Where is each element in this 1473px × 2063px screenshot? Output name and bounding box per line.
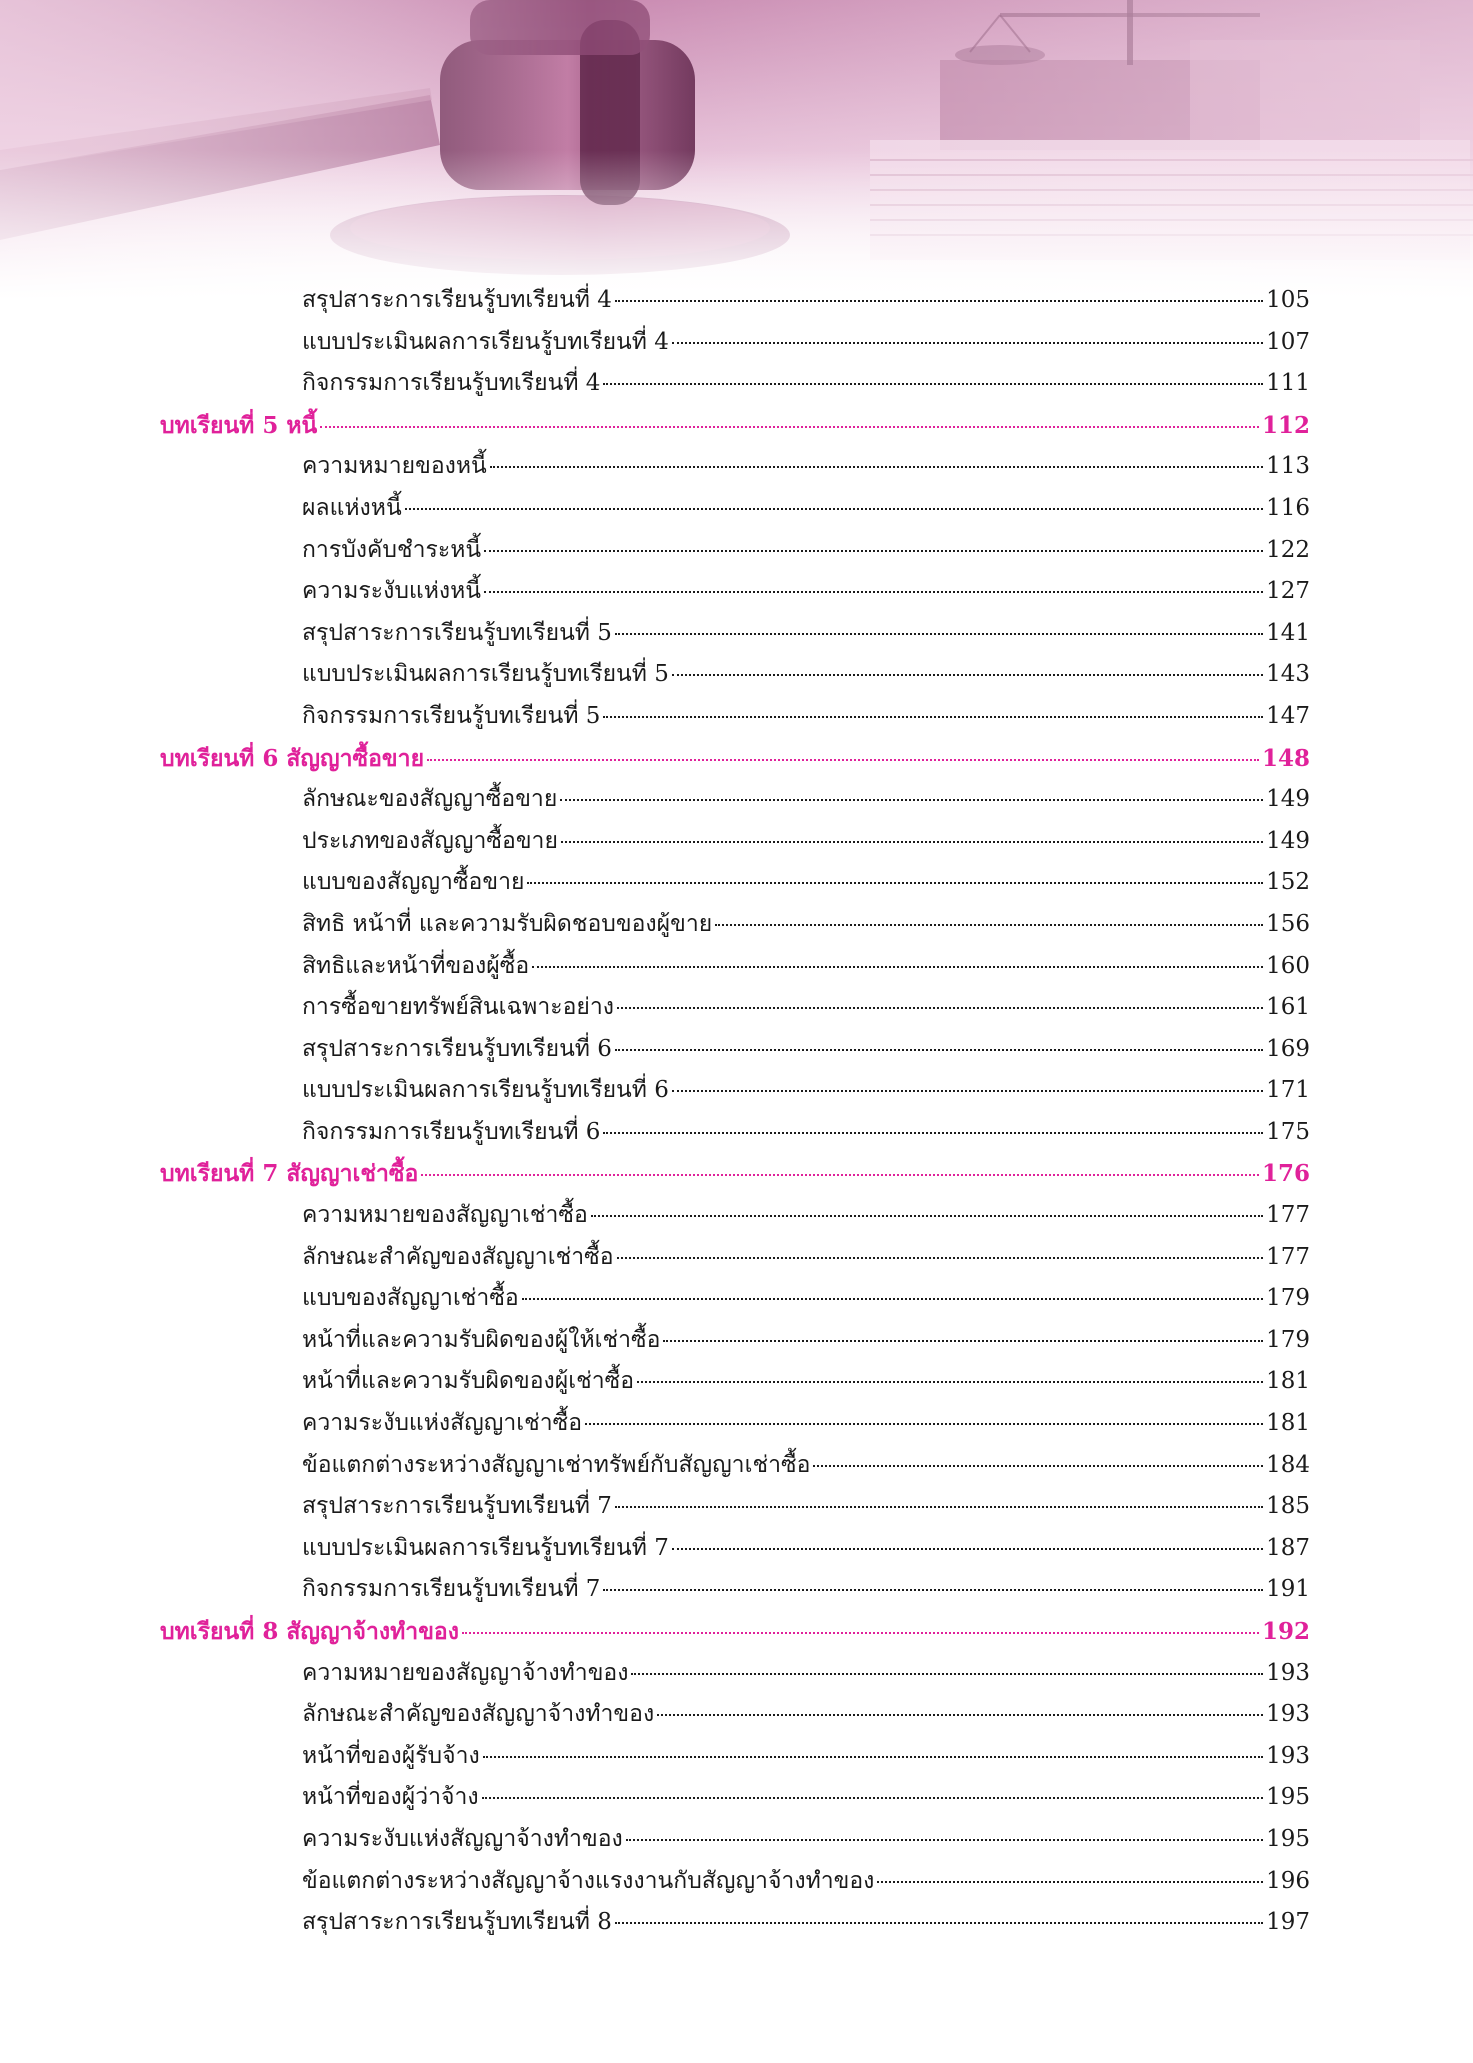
dot-leader [561, 841, 1263, 843]
toc-page-number: 112 [1261, 411, 1310, 439]
toc-entry-row [160, 1278, 1310, 1320]
dot-leader [484, 550, 1263, 552]
dot-leader [672, 342, 1263, 344]
toc-entry-row [160, 1777, 1310, 1819]
toc-entry-title: หน้าที่ของผู้ว่าจ้าง [302, 1784, 479, 1811]
dot-leader [421, 1174, 1259, 1176]
toc-entry-row [160, 654, 1310, 696]
toc-page-number: 195 [1266, 1825, 1310, 1852]
toc-page-number: 161 [1266, 994, 1310, 1021]
toc-page-number: 187 [1266, 1534, 1310, 1561]
dot-leader [527, 882, 1263, 884]
dot-leader [637, 1381, 1263, 1383]
toc-entry-row [160, 1569, 1310, 1611]
toc-page-number: 148 [1261, 744, 1310, 772]
toc-page-number: 193 [1266, 1701, 1310, 1728]
toc-chapter-title: บทเรียนที่ 5 หนี้ [160, 411, 318, 439]
toc-entry-title: สรุปสาระการเรียนรู้บทเรียนที่ 8 [302, 1909, 612, 1936]
dot-leader [320, 426, 1259, 428]
toc-entry-row [160, 1320, 1310, 1362]
toc-page-number: 185 [1266, 1493, 1310, 1520]
toc-page-number: 197 [1266, 1909, 1310, 1936]
toc-entry-title: ลักษณะของสัญญาซื้อขาย [302, 786, 558, 813]
toc-entry-title: แบบของสัญญาซื้อขาย [302, 869, 525, 896]
toc-page-number: 105 [1266, 287, 1310, 313]
dot-leader [877, 1881, 1263, 1883]
toc-page-number: 147 [1266, 702, 1310, 729]
toc-entry-row [160, 1528, 1310, 1570]
toc-page-number: 193 [1266, 1659, 1310, 1686]
dot-leader [603, 716, 1263, 718]
dot-leader [603, 1589, 1263, 1591]
toc-entry-row [160, 1070, 1310, 1112]
toc-entry-row [160, 613, 1310, 655]
toc-entry-title: สิทธิและหน้าที่ของผู้ซื้อ [302, 952, 530, 979]
toc-page-number: 111 [1266, 370, 1310, 397]
toc-entry-title: การซื้อขายทรัพย์สินเฉพาะอย่าง [302, 994, 615, 1021]
dot-leader [813, 1465, 1263, 1467]
dot-leader [615, 633, 1263, 635]
toc-entry-row [160, 1361, 1310, 1403]
toc-entry-title: ข้อแตกต่างระหว่างสัญญาเช่าทรัพย์กับสัญญาเช่าซื้อ [302, 1451, 811, 1478]
toc-chapter-row [160, 1611, 1310, 1653]
toc-page-number: 122 [1266, 536, 1310, 563]
dot-leader [663, 1340, 1263, 1342]
toc-entry-title: หน้าที่ของผู้รับจ้าง [302, 1742, 480, 1769]
dot-leader [603, 1132, 1263, 1134]
toc-entry-title: สรุปสาระการเรียนรู้บทเรียนที่ 6 [302, 1035, 612, 1062]
dot-leader [715, 924, 1263, 926]
toc-entry-row [160, 1486, 1310, 1528]
toc-entry-title: แบบประเมินผลการเรียนรู้บทเรียนที่ 5 [302, 661, 669, 688]
toc-entry-title: ประเภทของสัญญาซื้อขาย [302, 827, 558, 854]
toc-entry-row [160, 1445, 1310, 1487]
toc-entry-title: สิทธิ หน้าที่ และความรับผิดชอบของผู้ขาย [302, 910, 713, 937]
dot-leader [615, 300, 1263, 302]
toc-page-number: 149 [1266, 827, 1310, 854]
dot-leader [585, 1423, 1263, 1425]
toc-entry-title: ข้อแตกต่างระหว่างสัญญาจ้างแรงงานกับสัญญาจ้างทำของ [302, 1867, 875, 1894]
dot-leader [522, 1298, 1263, 1300]
toc-chapter-title: บทเรียนที่ 6 สัญญาซื้อขาย [160, 744, 425, 772]
dot-leader [591, 1215, 1263, 1217]
toc-page-number: 191 [1266, 1576, 1310, 1603]
toc-entry-title: ความระงับแห่งสัญญาเช่าซื้อ [302, 1410, 583, 1437]
dot-leader [657, 1714, 1263, 1716]
toc-entry-row [160, 946, 1310, 988]
toc-entry-title: ความหมายของสัญญาเช่าซื้อ [302, 1202, 588, 1229]
toc-entry-title: แบบประเมินผลการเรียนรู้บทเรียนที่ 4 [302, 328, 669, 355]
toc-page-number: 160 [1266, 952, 1310, 979]
header-banner-image [0, 0, 1473, 300]
toc-entry-title: หน้าที่และความรับผิดของผู้ให้เช่าซื้อ [302, 1326, 661, 1353]
dot-leader [617, 1007, 1263, 1009]
dot-leader [603, 383, 1263, 385]
toc-entry-title: หน้าที่และความรับผิดของผู้เช่าซื้อ [302, 1368, 635, 1395]
toc-entry-row [160, 1403, 1310, 1445]
toc-entry-row [160, 821, 1310, 863]
toc-entry-title: ลักษณะสำคัญของสัญญาเช่าซื้อ [302, 1243, 614, 1270]
dot-leader [427, 759, 1259, 761]
toc-page-number: 184 [1266, 1451, 1310, 1478]
toc-page-number: 179 [1266, 1326, 1310, 1353]
toc-entry-row [160, 1195, 1310, 1237]
toc-entry-title: กิจกรรมการเรียนรู้บทเรียนที่ 6 [302, 1118, 601, 1145]
toc-page-number: 171 [1266, 1077, 1310, 1104]
dot-leader [672, 1090, 1263, 1092]
dot-leader [626, 1839, 1263, 1841]
toc-page-number: 181 [1266, 1368, 1310, 1395]
toc-entry-row [160, 1653, 1310, 1695]
toc-chapter-title: บทเรียนที่ 8 สัญญาจ้างทำของ [160, 1618, 459, 1645]
dot-leader [483, 1756, 1263, 1758]
toc-entry-row [160, 322, 1310, 364]
toc-chapter-row [160, 1153, 1310, 1195]
toc-entry-row [160, 446, 1310, 488]
toc-entry-title: ผลแห่งหนี้ [302, 494, 402, 521]
toc-entry-title: แบบประเมินผลการเรียนรู้บทเรียนที่ 6 [302, 1077, 669, 1104]
dot-leader [490, 466, 1263, 468]
toc-entry-row [160, 1861, 1310, 1903]
dot-leader [615, 1922, 1263, 1924]
toc-page-number: 175 [1266, 1118, 1310, 1145]
toc-entry-title: ความหมายของหนี้ [302, 453, 487, 480]
toc-entry-title: ความหมายของสัญญาจ้างทำของ [302, 1659, 629, 1686]
dot-leader [462, 1632, 1259, 1634]
toc-page-number: 176 [1261, 1160, 1310, 1188]
toc-page-number: 143 [1266, 661, 1310, 688]
gavel-and-scales-illustration [0, 0, 1473, 300]
toc-entry-title: ความระงับแห่งสัญญาจ้างทำของ [302, 1825, 623, 1852]
toc-chapter-row [160, 738, 1310, 780]
toc-entry-title: ลักษณะสำคัญของสัญญาจ้างทำของ [302, 1701, 655, 1728]
dot-leader [672, 1548, 1263, 1550]
dot-leader [484, 591, 1263, 593]
toc-page-number: 193 [1266, 1742, 1310, 1769]
toc-page-number: 152 [1266, 869, 1310, 896]
dot-leader [617, 1257, 1264, 1259]
toc-page-number: 196 [1266, 1867, 1310, 1894]
toc-entry-title: สรุปสาระการเรียนรู้บทเรียนที่ 7 [302, 1493, 612, 1520]
toc-page-number: 177 [1266, 1243, 1310, 1270]
toc-entry-row [160, 530, 1310, 572]
toc-entry-row [160, 987, 1310, 1029]
toc-entry-row [160, 1902, 1310, 1944]
toc-page-number: 113 [1266, 453, 1310, 480]
toc-entry-row [160, 862, 1310, 904]
toc-entry-row [160, 571, 1310, 613]
toc-page-number: 179 [1266, 1285, 1310, 1312]
toc-entry-title: แบบของสัญญาเช่าซื้อ [302, 1285, 519, 1312]
dot-leader [482, 1797, 1263, 1799]
toc-entry-title: ความระงับแห่งหนี้ [302, 578, 482, 605]
toc-page-number: 192 [1261, 1618, 1310, 1645]
toc-page-number: 177 [1266, 1202, 1310, 1229]
dot-leader [615, 1506, 1263, 1508]
toc-page-number: 156 [1266, 910, 1310, 937]
toc-entry-row [160, 1819, 1310, 1861]
toc-entry-title: แบบประเมินผลการเรียนรู้บทเรียนที่ 7 [302, 1534, 669, 1561]
toc-entry-row [160, 904, 1310, 946]
toc-chapter-title: บทเรียนที่ 7 สัญญาเช่าซื้อ [160, 1160, 419, 1188]
toc-page-number: 107 [1266, 328, 1310, 355]
dot-leader [672, 674, 1263, 676]
toc-entry-row [160, 1112, 1310, 1154]
toc-entry-title: การบังคับชำระหนี้ [302, 536, 482, 563]
toc-entry-row [160, 363, 1310, 405]
toc-entry-title: กิจกรรมการเรียนรู้บทเรียนที่ 7 [302, 1576, 601, 1603]
toc-entry-row [160, 1694, 1310, 1736]
dot-leader [405, 508, 1263, 510]
table-of-contents [160, 280, 1310, 1944]
dot-leader [615, 1049, 1263, 1051]
toc-page-number: 149 [1266, 786, 1310, 813]
toc-entry-title: สรุปสาระการเรียนรู้บทเรียนที่ 5 [302, 619, 612, 646]
dot-leader [631, 1673, 1263, 1675]
toc-page-number: 181 [1266, 1410, 1310, 1437]
toc-page-number: 169 [1266, 1035, 1310, 1062]
toc-entry-row [160, 1237, 1310, 1279]
toc-entry-row [160, 1029, 1310, 1071]
toc-entry-row [160, 1736, 1310, 1778]
toc-page-number: 116 [1266, 494, 1310, 521]
toc-entry-row [160, 779, 1310, 821]
toc-entry-title: กิจกรรมการเรียนรู้บทเรียนที่ 5 [302, 702, 601, 729]
toc-page-number: 141 [1266, 619, 1310, 646]
toc-chapter-row [160, 405, 1310, 447]
toc-entry-row [160, 280, 1310, 322]
toc-entry-row [160, 696, 1310, 738]
dot-leader [532, 966, 1263, 968]
toc-page-number: 195 [1266, 1784, 1310, 1811]
toc-entry-title: สรุปสาระการเรียนรู้บทเรียนที่ 4 [302, 287, 612, 313]
toc-page-number: 127 [1266, 578, 1310, 605]
toc-entry-title: กิจกรรมการเรียนรู้บทเรียนที่ 4 [302, 370, 601, 397]
dot-leader [560, 799, 1263, 801]
toc-entry-row [160, 488, 1310, 530]
